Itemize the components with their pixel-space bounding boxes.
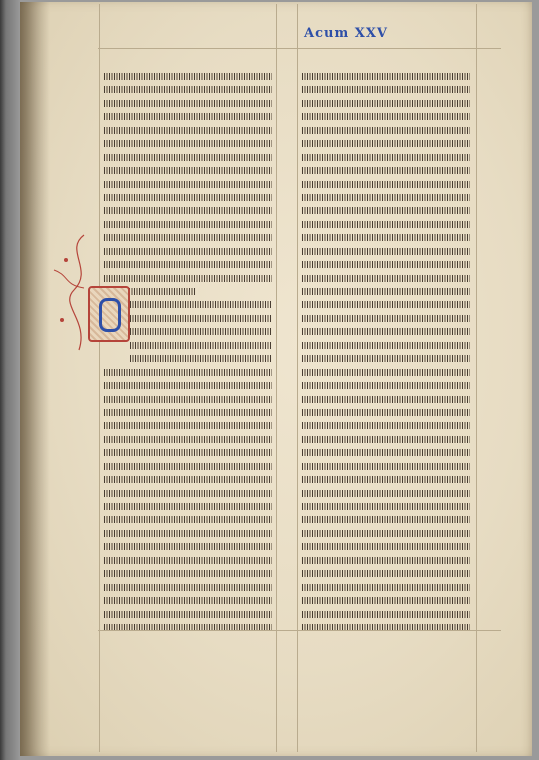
text-line [302,70,470,83]
text-line [302,540,470,553]
text-line [302,325,470,338]
text-line [104,621,272,630]
text-line [104,460,272,473]
ruling-top [98,48,501,49]
text-line [302,97,470,110]
text-line [302,446,470,459]
text-line [302,581,470,594]
text-line [302,231,470,244]
left-text-column [104,70,272,630]
text-line [104,191,272,204]
text-line [302,272,470,285]
text-line [104,393,272,406]
text-line [130,298,272,311]
text-line [302,366,470,379]
text-line [104,446,272,459]
text-line [302,352,470,365]
text-line [302,285,470,298]
text-line [104,419,272,432]
text-line [104,527,272,540]
text-line [104,366,272,379]
text-line [302,567,470,580]
text-line [130,325,272,338]
text-line [104,594,272,607]
text-line [302,178,470,191]
text-line [104,272,272,285]
page-gutter-shadow [20,2,50,756]
text-line [104,218,272,231]
text-line [302,204,470,217]
text-line [302,379,470,392]
text-line [302,433,470,446]
text-line [302,83,470,96]
running-header: Acum XXV [304,26,388,41]
text-line [104,581,272,594]
text-line [104,151,272,164]
ruling-right-inner [297,4,298,752]
text-line [104,178,272,191]
text-line [104,379,272,392]
right-text-column [302,70,470,630]
text-line [302,339,470,352]
text-line [302,137,470,150]
text-line [302,393,470,406]
text-line [104,70,272,83]
text-line [104,554,272,567]
text-line [302,487,470,500]
text-line [104,245,272,258]
text-line [104,110,272,123]
text-line [104,433,272,446]
text-line [302,500,470,513]
text-line [104,513,272,526]
ruling-left-inner [276,4,277,752]
text-line [302,258,470,271]
text-line [302,298,470,311]
text-line [302,608,470,621]
text-line [104,97,272,110]
ruling-right-outer [476,4,477,752]
text-line [104,204,272,217]
text-line [104,137,272,150]
text-line [104,258,272,271]
text-line [302,594,470,607]
text-line [302,164,470,177]
text-line [302,513,470,526]
text-line [104,540,272,553]
text-line [302,124,470,137]
text-line [130,339,272,352]
text-line [130,352,272,365]
text-line [130,312,272,325]
text-line [104,500,272,513]
text-line [302,151,470,164]
text-line [104,567,272,580]
text-line [302,191,470,204]
text-line [104,83,272,96]
text-line [104,487,272,500]
text-line [302,419,470,432]
text-line [302,460,470,473]
text-line [302,621,470,630]
text-line [104,473,272,486]
text-line [302,554,470,567]
text-line [104,608,272,621]
text-line [104,231,272,244]
text-line [302,473,470,486]
text-line [302,406,470,419]
text-line [104,164,272,177]
ruling-bottom [98,630,501,631]
text-line [104,124,272,137]
text-line [302,312,470,325]
decorated-initial [88,286,130,342]
text-line [302,218,470,231]
text-line [302,245,470,258]
text-line [302,110,470,123]
text-line [104,406,272,419]
ruling-left-outer [99,4,100,752]
text-line [302,527,470,540]
